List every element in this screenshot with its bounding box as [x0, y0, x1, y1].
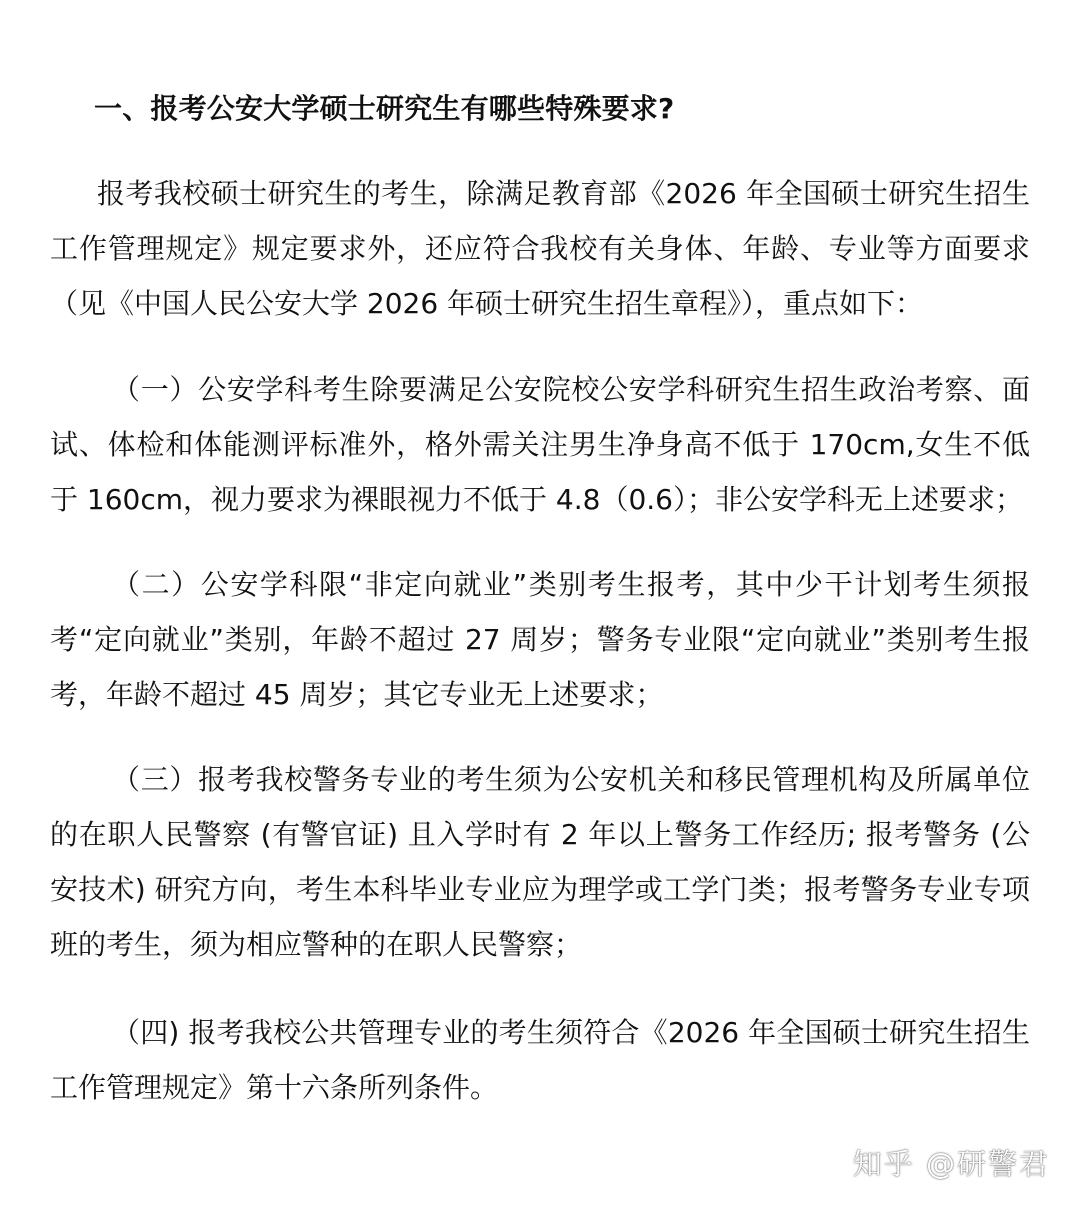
requirement-paragraph-2: （二）公安学科限“非定向就业”类别考生报考，其中少干计划考生须报考“定向就业”类别，年龄不超过 27 周岁；警务专业限“定向就业”类别考生报考，年龄不超过 45 周岁；其它专业无上述要求；: [50, 568, 1030, 711]
intro-paragraph: 报考我校硕士研究生的考生，除满足教育部《2026 年全国硕士研究生招生工作管理规定》规定要求外，还应符合我校有关身体、年龄、专业等方面要求（见《中国人民公安大学 2026 年硕士研究生招生章程》），重点如下：: [50, 177, 1030, 320]
requirement-paragraph-1: （一）公安学科考生除要满足公安院校公安学科研究生招生政治考察、面试、体检和体能测评标准外，格外需关注男生净身高不低于 170cm,女生不低于 160cm，视力要求为裸眼视力不低于 4.8（0.6）；非公安学科无上述要求；: [50, 373, 1030, 516]
watermark: 知乎 @研警君: [852, 1147, 1050, 1181]
requirement-paragraph-4: （四) 报考我校公共管理专业的考生须符合《2026 年全国硕士研究生招生工作管理规定》第十六条所列条件。: [50, 1016, 1030, 1104]
section-heading: 一、报考公安大学硕士研究生有哪些特殊要求?: [94, 92, 675, 125]
requirement-paragraph-3: （三）报考我校警务专业的考生须为公安机关和移民管理机构及所属单位的在职人民警察 (有警官证) 且入学时有 2 年以上警务工作经历; 报考警务 (公安技术) 研究方向，考生本科毕业专业应为理学或工学门类；报考警务专业专项班的考生，须为相应警种的在职人民警察；: [50, 763, 1030, 961]
